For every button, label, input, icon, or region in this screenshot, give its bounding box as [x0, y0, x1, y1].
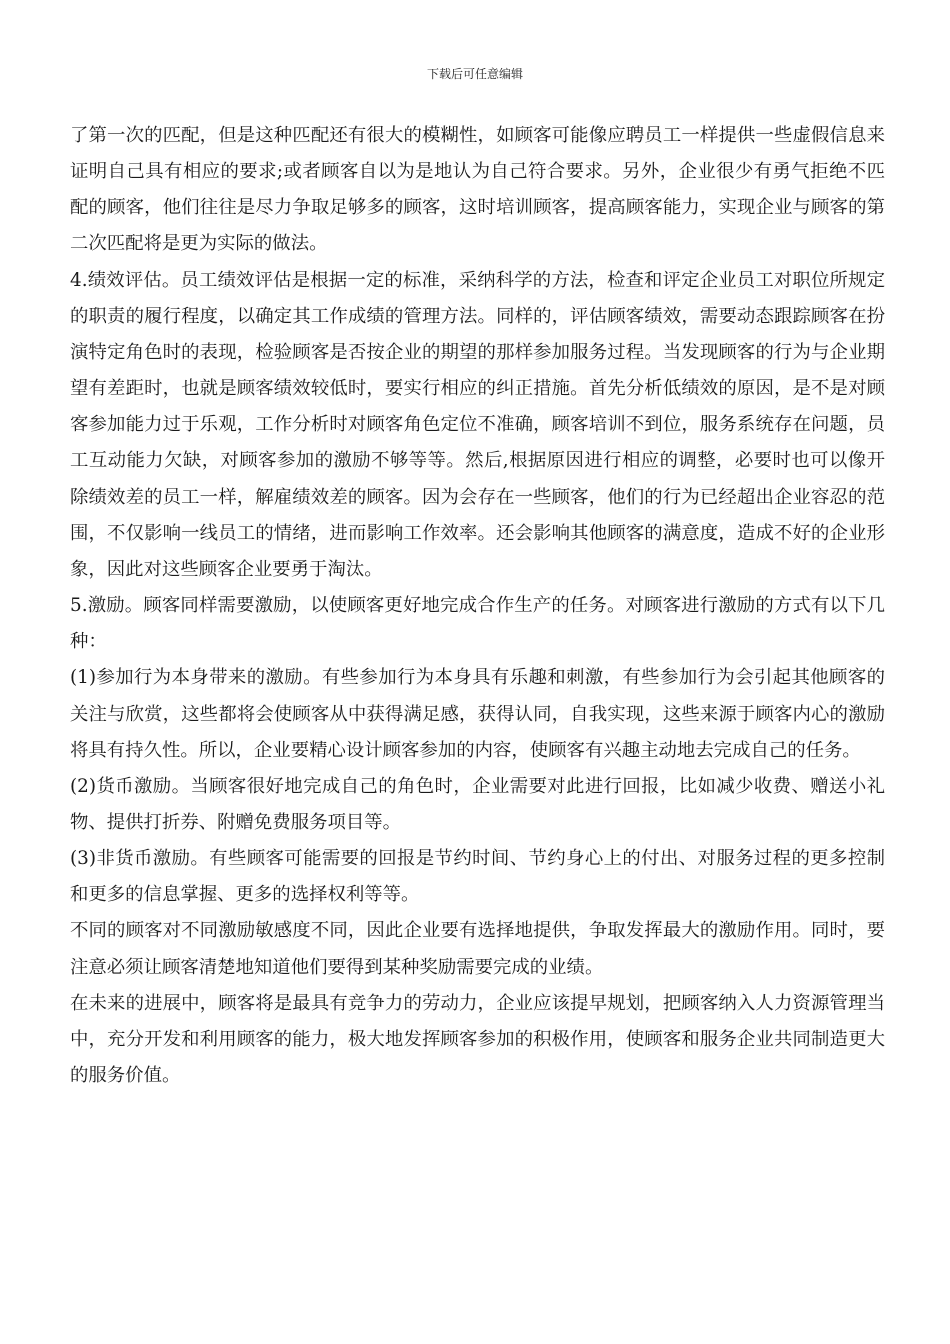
page-header: 下载后可任意编辑 [426, 67, 523, 81]
paragraph-incentives-intro: 5.激励。顾客同样需要激励，以使顾客更好地完成合作生产的任务。对顾客进行激励的方式有以下几种： [70, 595, 885, 653]
paragraph-conclusion: 在未来的进展中，顾客将是最具有竞争力的劳动力，企业应该提早规划，把顾客纳入人力资源管理当中，充分开发和利用顾客的能力，极大地发挥顾客参加的积极作用，使顾客和服务企业共同制造更大的服务价值。 [70, 992, 885, 1087]
paragraph-incentive-monetary: (2)货币激励。当顾客很好地完成自己的角色时，企业需要对此进行回报，比如减少收费、赠送小礼物、提供打折券、附赠免费服务项目等。 [70, 775, 885, 833]
paragraph-incentive-sensitivity: 不同的顾客对不同激励敏感度不同，因此企业要有选择地提供，争取发挥最大的激励作用。同时，要注意必须让顾客清楚地知道他们要得到某种奖励需要完成的业绩。 [70, 920, 885, 978]
paragraph-incentive-non-monetary: (3)非货币激励。有些顾客可能需要的回报是节约时间、节约身心上的付出、对服务过程的更多控制和更多的信息掌握、更多的选择权利等等。 [70, 848, 885, 906]
document-body [70, 118, 885, 1094]
paragraph-incentive-participation: (1)参加行为本身带来的激励。有些参加行为本身具有乐趣和刺激，有些参加行为会引起其他顾客的关注与欣赏，这些都将会使顾客从中获得满足感，获得认同，自我实现，这些来源于顾客内心的激励将具有持久性。所以，企业要精心设计顾客参加的内容，使顾客有兴趣主动地去完成自己的任务。 [70, 667, 885, 761]
paragraph-performance-evaluation: 4.绩效评估。员工绩效评估是根据一定的标准，采纳科学的方法，检查和评定企业员工对职位所规定的职责的履行程度，以确定其工作成绩的管理方法。同样的，评估顾客绩效，需要动态跟踪顾客在扮演特定角色时的表现，检验顾客是否按企业的期望的那样参加服务过程。当发现顾客的行为与企业期望有差距时，也就是顾客绩效较低时，要实行相应的纠正措施。首先分析低绩效的原因，是不是对顾客参加能力过于乐观，工作分析时对顾客角色定位不准确，顾客培训不到位，服务系统存在问题，员工互动能力欠缺，对顾客参加的激励不够等等。然后,根据原因进行相应的调整，必要时也可以像开除绩效差的员工一样，解雇绩效差的顾客。因为会存在一些顾客，他们的行为已经超出企业容忍的范围，不仅影响一线员工的情绪，进而影响工作效率。还会影响其他顾客的满意度，造成不好的企业形象，因此对这些顾客企业要勇于淘汰。 [70, 269, 885, 580]
paragraph-customer-matching: 了第一次的匹配，但是这种匹配还有很大的模糊性，如顾客可能像应聘员工一样提供一些虚假信息来证明自己具有相应的要求;或者顾客自以为是地认为自己符合要求。另外，企业很少有勇气拒绝不匹配的顾客，他们往往是尽力争取足够多的顾客，这时培训顾客，提高顾客能力，实现企业与顾客的第二次匹配将是更为实际的做法。 [70, 125, 885, 255]
